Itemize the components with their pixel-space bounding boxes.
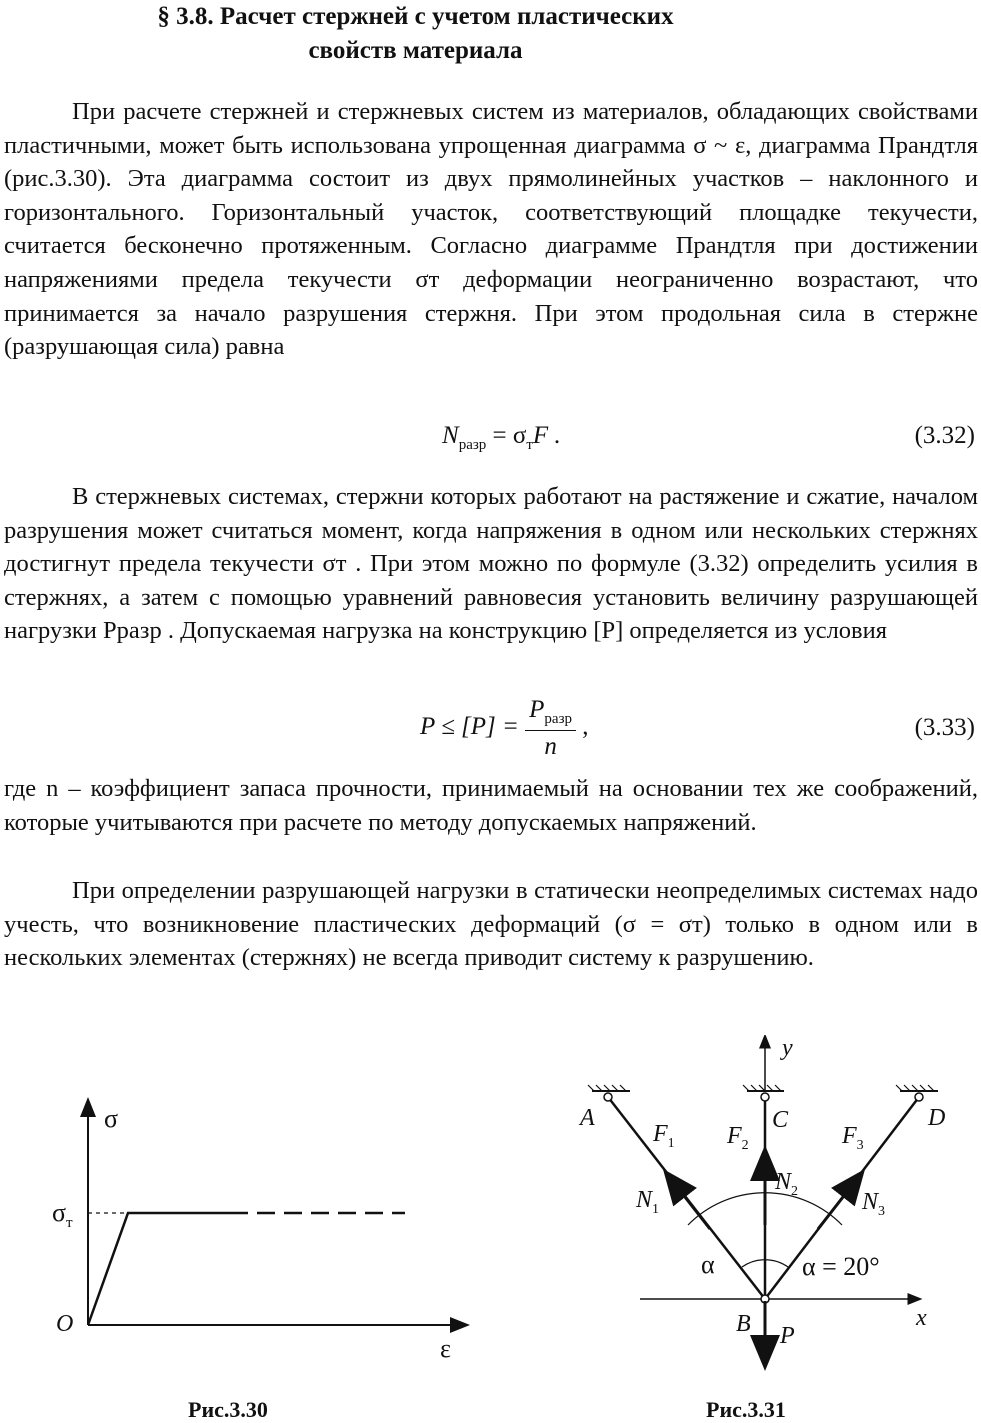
formula-332-number: (3.32) — [914, 422, 975, 449]
paragraph-2: В стержневых системах, стержни которых работают на растяжение и сжатие, началом разрушения может считаться момент, когда напряжения в одном или нескольких стержнях достигнут предела текучести σт . При этом можно по формуле (3.32) определить усилия в стержнях, а затем с помощью уравнений равновесия установить величину разрушающей нагрузки Pразр . Допускаемая нагрузка на конструкцию [P] определяется из условия — [4, 483, 978, 645]
bar-f1-label: $F_1$ — [653, 1121, 675, 1151]
y-axis-label: y — [782, 1035, 793, 1061]
formula-333-numerator-sub: разр — [544, 711, 573, 727]
bar-f2-label: $F_2$ — [727, 1123, 749, 1153]
alpha-right-label: α = 20° — [802, 1252, 880, 1281]
figure-3-31-caption: Рис.3.31 — [706, 1397, 786, 1422]
formula-333-denominator: n — [544, 733, 557, 760]
formula-333-numerator: P — [529, 696, 545, 723]
origin-label: O — [56, 1311, 74, 1337]
node-b-label: B — [736, 1311, 751, 1337]
force-n3-label: $N_3$ — [862, 1189, 886, 1219]
node-a-label: A — [580, 1105, 595, 1131]
formula-3-32 — [0, 418, 981, 478]
node-d-label: D — [928, 1105, 946, 1131]
formula-3-33 — [0, 690, 981, 770]
support-hatch-c — [743, 1085, 784, 1091]
force-n2-label: $N_2$ — [775, 1169, 799, 1199]
sigma-axis-label: σ — [104, 1104, 119, 1133]
figure-3-31-bar-system — [570, 1035, 970, 1375]
formula-332-lhs-sub: разр — [458, 437, 487, 453]
load-p-label: P — [780, 1323, 795, 1349]
formula-332-rhs-sub: т — [526, 437, 533, 453]
x-axis-label: x — [916, 1305, 927, 1331]
epsilon-axis-label: ε — [440, 1334, 451, 1363]
formula-333-fraction — [525, 696, 576, 761]
heading-line-1: § 3.8. Расчет стержней с учетом пластических — [157, 3, 674, 30]
paragraph-3: где n – коэффициент запаса прочности, принимаемый на основании тех же соображений, которые учитываются при расчете по методу допускаемых напряжений. — [4, 775, 978, 836]
pin-a — [604, 1093, 612, 1101]
pin-c — [761, 1093, 769, 1101]
formula-333-lhs: P ≤ [P] = — [420, 713, 519, 741]
prandtl-curve — [88, 1213, 230, 1325]
formula-332-lhs: N — [442, 422, 459, 449]
heading-line-2: свойств материала — [308, 37, 523, 64]
formula-332-tail: F . — [532, 422, 561, 449]
support-hatch-a — [588, 1085, 630, 1091]
alpha-left-label: α — [701, 1250, 715, 1279]
figure-3-30-caption: Рис.3.30 — [188, 1397, 268, 1422]
pin-d — [915, 1093, 923, 1101]
formula-332-rhs: = σ — [492, 422, 527, 449]
force-n1-arrow — [674, 1183, 710, 1229]
paragraph-4: При определении разрушающей нагрузки в статически неопределимых системах надо учесть, что возникновение пластических деформаций (σ = σт) только в одном или в нескольких элементах (стержнях) не всегда приводит систему к разрушению. — [4, 877, 978, 972]
section-heading — [0, 0, 981, 68]
force-n1-label: $N_1$ — [636, 1187, 660, 1217]
formula-333-number: (3.33) — [914, 714, 975, 741]
figure-3-30-prandtl-diagram — [40, 1095, 480, 1370]
support-hatch-d — [896, 1085, 938, 1091]
yield-stress-label: $\sigma_т$ — [52, 1198, 73, 1231]
force-n3-arrow — [818, 1183, 854, 1229]
node-c-label: C — [772, 1107, 789, 1133]
paragraph-1: При расчете стержней и стержневых систем из материалов, обладающих свойствами пластичными, может быть использована упрощенная диаграмма σ ~ ε, диаграмма Прандтля (рис.3.30). Эта диаграмма состоит из двух прямолинейных участков – наклонного и горизонтального. Горизонтальный участок, соответствующий площадке текучести, считается бесконечно протяженным. Согласно диаграмме Прандтля при достижении напряжениями предела текучести σт деформации неограниченно возрастают, что принимается за начало разрушения стержня. При этом продольная сила в стержне (разрушающая сила) равна — [4, 98, 978, 361]
formula-333-tail: , — [582, 713, 589, 741]
bar-f3-label: $F_3$ — [842, 1123, 864, 1153]
